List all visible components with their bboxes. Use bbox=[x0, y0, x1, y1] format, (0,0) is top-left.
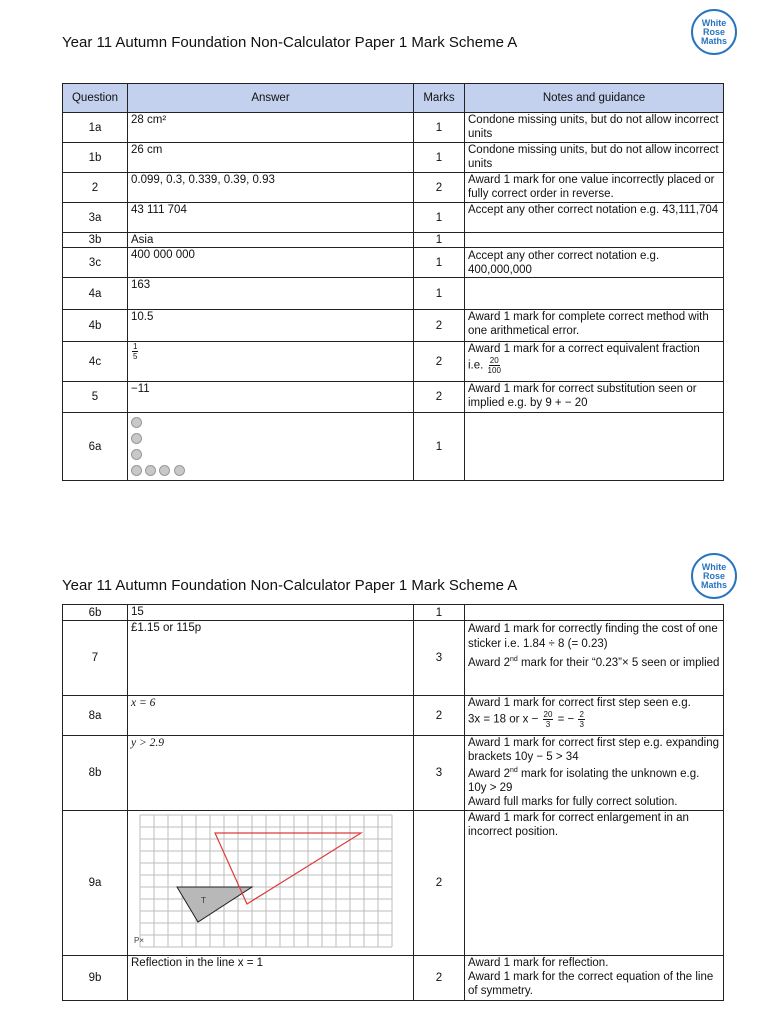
notes-cell: Condone missing units, but do not allow incorrect units bbox=[465, 143, 724, 173]
answer-cell: 0.099, 0.3, 0.339, 0.39, 0.93 bbox=[128, 173, 414, 203]
question-cell: 1b bbox=[63, 143, 128, 173]
question-cell: 9b bbox=[63, 956, 128, 1001]
marks-cell: 1 bbox=[414, 248, 465, 278]
marks-cell: 3 bbox=[414, 736, 465, 811]
marks-cell: 2 bbox=[414, 382, 465, 413]
table-row bbox=[63, 143, 724, 173]
counter-dot bbox=[131, 433, 142, 444]
table-row bbox=[63, 696, 724, 736]
question-cell: 7 bbox=[63, 621, 128, 696]
answer-cell bbox=[128, 342, 414, 382]
shape-label-t: T bbox=[201, 896, 206, 905]
column-header: Marks bbox=[414, 84, 465, 113]
table-row bbox=[63, 811, 724, 956]
question-cell: 1a bbox=[63, 113, 128, 143]
counter-dot bbox=[131, 449, 142, 460]
notes-cell: Award 1 mark for reflection. Award 1 mark for the correct equation of the line of symmetry. bbox=[465, 956, 724, 1001]
notes-cell bbox=[465, 233, 724, 248]
mark-scheme-table-2 bbox=[62, 604, 724, 1001]
notes-cell: Accept any other correct notation e.g. 43,111,704 bbox=[465, 203, 724, 233]
table-row bbox=[63, 248, 724, 278]
answer-cell: y > 2.9 bbox=[128, 736, 414, 811]
fraction: $\frac{20}{3}$ bbox=[543, 710, 553, 729]
question-cell: 9a bbox=[63, 811, 128, 956]
marks-cell: 1 bbox=[414, 233, 465, 248]
marks-cell: 2 bbox=[414, 811, 465, 956]
notes-cell: Award 1 mark for one value incorrectly placed or fully correct order in reverse. bbox=[465, 173, 724, 203]
answer-cell: 400 000 000 bbox=[128, 248, 414, 278]
question-cell: 6a bbox=[63, 413, 128, 481]
counter-dot bbox=[131, 417, 142, 428]
table-header-row bbox=[63, 84, 724, 113]
question-cell: 6b bbox=[63, 605, 128, 621]
answer-cell: 28 cm² bbox=[128, 113, 414, 143]
white-rose-maths-logo: White Rose Maths bbox=[691, 9, 737, 55]
page-title: Year 11 Autumn Foundation Non-Calculator Paper 1 Mark Scheme A bbox=[62, 577, 518, 594]
table-row bbox=[63, 233, 724, 248]
enlargement-grid-diagram bbox=[134, 815, 410, 947]
answer-cell: 43 111 704 bbox=[128, 203, 414, 233]
notes-cell: Award 1 mark for correct first step e.g. expanding brackets 10y − 5 > 34 Award 2nd mark for isolating the unknown e.g. 10y > 29 Award full marks for fully correct solution. bbox=[465, 736, 724, 811]
question-cell: 8b bbox=[63, 736, 128, 811]
answer-cell: £1.15 or 115p bbox=[128, 621, 414, 696]
answer-cell: 10.5 bbox=[128, 310, 414, 342]
counter-dot bbox=[174, 465, 185, 476]
table-row bbox=[63, 382, 724, 413]
column-header: Notes and guidance bbox=[465, 84, 724, 113]
answer-cell: Reflection in the line x = 1 bbox=[128, 956, 414, 1001]
counter-dot bbox=[131, 465, 142, 476]
marks-cell: 2 bbox=[414, 310, 465, 342]
question-cell: 8a bbox=[63, 696, 128, 736]
counter-dot bbox=[159, 465, 170, 476]
notes-cell: Award 1 mark for a correct equivalent fraction i.e. $\frac{20}{100}$ bbox=[465, 342, 724, 382]
answer-cell: Asia bbox=[128, 233, 414, 248]
page-title: Year 11 Autumn Foundation Non-Calculator Paper 1 Mark Scheme A bbox=[62, 34, 518, 51]
marks-cell: 2 bbox=[414, 956, 465, 1001]
answer-cell: 26 cm bbox=[128, 143, 414, 173]
notes-cell: Accept any other correct notation e.g. 400,000,000 bbox=[465, 248, 724, 278]
question-cell: 5 bbox=[63, 382, 128, 413]
table-row bbox=[63, 621, 724, 696]
white-rose-maths-logo: White Rose Maths bbox=[691, 553, 737, 599]
table-row bbox=[63, 736, 724, 811]
notes-cell: Award 1 mark for correctly finding the cost of one sticker i.e. 1.84 ÷ 8 (= 0.23) Award 2nd mark for their “0.23”× 5 seen or implied bbox=[465, 621, 724, 696]
counter-dot bbox=[145, 465, 156, 476]
marks-cell: 3 bbox=[414, 621, 465, 696]
marks-cell: 1 bbox=[414, 413, 465, 481]
question-cell: 4b bbox=[63, 310, 128, 342]
marks-cell: 1 bbox=[414, 605, 465, 621]
answer-cell bbox=[128, 811, 414, 956]
marks-cell: 2 bbox=[414, 173, 465, 203]
answer-cell: 15 bbox=[128, 605, 414, 621]
table-row bbox=[63, 203, 724, 233]
question-cell: 4c bbox=[63, 342, 128, 382]
question-cell: 2 bbox=[63, 173, 128, 203]
notes-cell bbox=[465, 605, 724, 621]
mark-scheme-table-1 bbox=[62, 83, 724, 481]
answer-cell: −11 bbox=[128, 382, 414, 413]
center-point-label: P× bbox=[134, 936, 145, 945]
marks-cell: 1 bbox=[414, 278, 465, 310]
marks-cell: 2 bbox=[414, 342, 465, 382]
question-cell: 4a bbox=[63, 278, 128, 310]
table-row bbox=[63, 113, 724, 143]
marks-cell: 1 bbox=[414, 113, 465, 143]
answer-cell bbox=[128, 413, 414, 481]
notes-cell: Condone missing units, but do not allow incorrect units bbox=[465, 113, 724, 143]
question-cell: 3c bbox=[63, 248, 128, 278]
table-row bbox=[63, 956, 724, 1001]
answer-cell: x = 6 bbox=[128, 696, 414, 736]
marks-cell: 2 bbox=[414, 696, 465, 736]
question-cell: 3a bbox=[63, 203, 128, 233]
table-row bbox=[63, 605, 724, 621]
table-row bbox=[63, 173, 724, 203]
answer-cell: 163 bbox=[128, 278, 414, 310]
notes-cell bbox=[465, 413, 724, 481]
fraction: $\frac{20}{100}$ bbox=[487, 356, 501, 375]
original-triangle bbox=[177, 887, 252, 922]
table-row bbox=[63, 342, 724, 382]
table-row bbox=[63, 310, 724, 342]
notes-cell: Award 1 mark for correct substitution seen or implied e.g. by 9 + − 20 bbox=[465, 382, 724, 413]
marks-cell: 1 bbox=[414, 143, 465, 173]
column-header: Question bbox=[63, 84, 128, 113]
column-header: Answer bbox=[128, 84, 414, 113]
fraction: $\frac{1}{5}$ bbox=[133, 342, 138, 361]
table-row bbox=[63, 413, 724, 481]
table-row bbox=[63, 278, 724, 310]
notes-cell: Award 1 mark for complete correct method with one arithmetical error. bbox=[465, 310, 724, 342]
marks-cell: 1 bbox=[414, 203, 465, 233]
notes-cell: Award 1 mark for correct enlargement in an incorrect position. bbox=[465, 811, 724, 956]
question-cell: 3b bbox=[63, 233, 128, 248]
fraction: $\frac{2}{3}$ bbox=[579, 710, 584, 729]
notes-cell: Award 1 mark for correct first step seen e.g. 3x = 18 or x − $\frac{20}{3}$ = − $\frac{2}{3}$ bbox=[465, 696, 724, 736]
notes-cell bbox=[465, 278, 724, 310]
